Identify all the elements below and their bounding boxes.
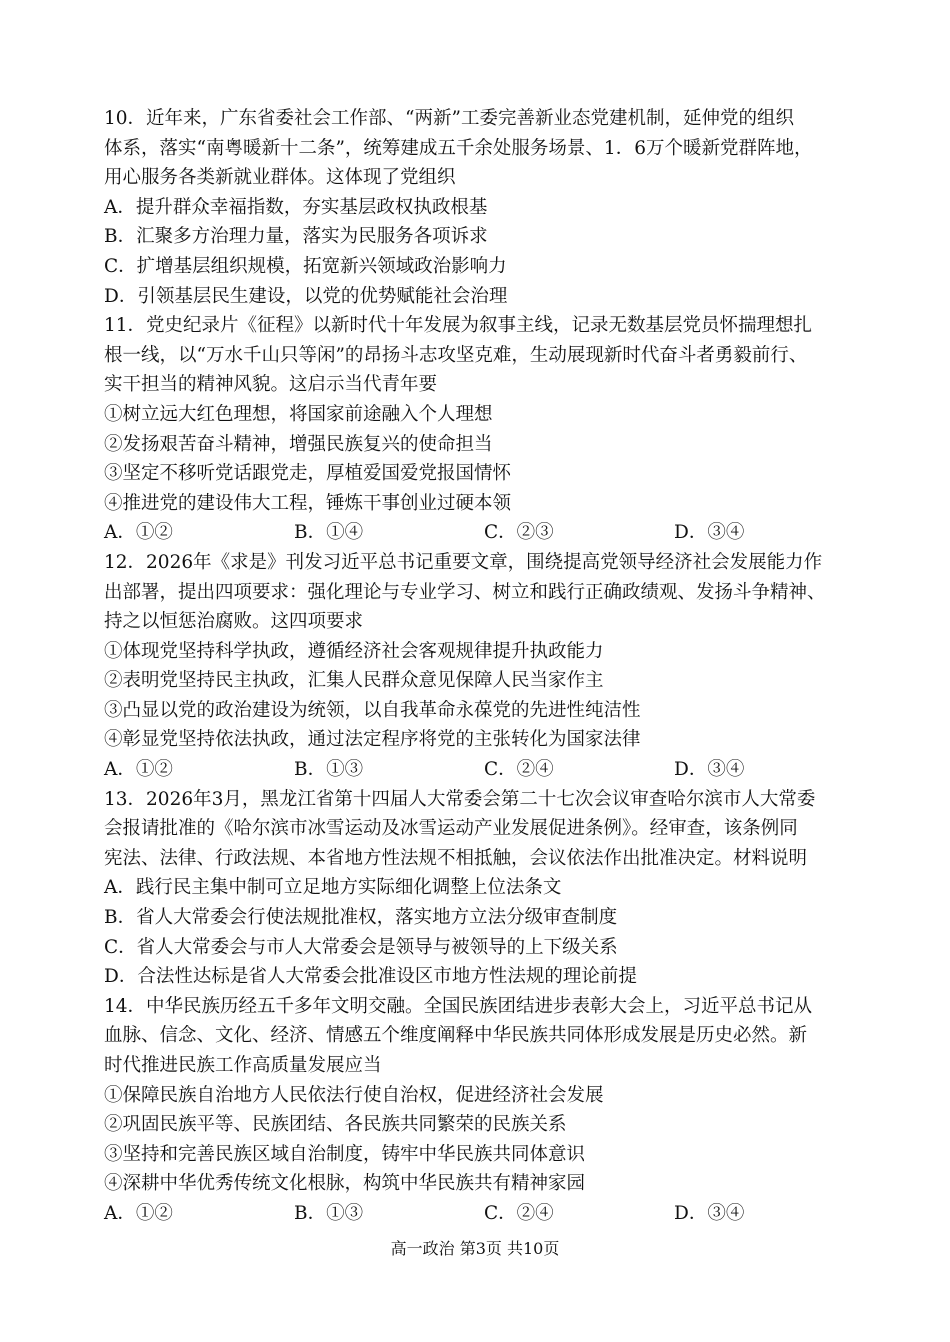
choice-c: C．②④ [484,1202,554,1224]
question-11 [104,311,864,548]
exam-page [104,104,864,1229]
statement-2: ②表明党坚持民主执政，汇集人民群众意见保障人民当家作主 [104,670,604,692]
choice-d: D．③④ [674,1202,745,1224]
question-stem: 10．近年来，广东省委社会工作部、“两新”工委完善新业态党建机制，延伸党的组织 [104,108,794,129]
option-c: C．扩增基层组织规模，拓宽新兴领域政治影响力 [104,255,507,277]
statement-3: ③坚持和完善民族区域自治制度，铸牢中华民族共同体意识 [104,1143,586,1165]
question-stem: 14．中华民族历经五千多年文明交融。全国民族团结进步表彰大会上，习近平总书记从 [104,995,813,1017]
choice-a: A．①② [104,1202,173,1224]
question-stem: 会报请批准的《哈尔滨市冰雪运动及冰雪运动产业发展促进条例》。经审查，该条例同 [104,818,798,840]
option-a: A．践行民主集中制可立足地方实际细化调整上位法条文 [104,877,562,899]
question-stem: 11．党史纪录片《征程》以新时代十年发展为叙事主线，记录无数基层党员怀揣理想扎 [104,315,813,337]
statement-1: ①保障民族自治地方人民依法行使自治权，促进经济社会发展 [104,1084,604,1106]
option-c: C．省人大常委会与市人大常委会是领导与被领导的上下级关系 [104,936,618,958]
question-stem: 时代推进民族工作高质量发展应当 [104,1055,382,1076]
statement-2: ②巩固民族平等、民族团结、各民族共同繁荣的民族关系 [104,1114,567,1136]
statement-3: ③坚定不移听党话跟党走，厚植爱国爱党报国情怀 [104,463,512,485]
statement-1: ①树立远大红色理想，将国家前途融入个人理想 [104,403,493,425]
question-stem: 出部署，提出四项要求：强化理论与专业学习、树立和践行正确政绩观、发扬斗争精神、 [104,581,826,603]
choice-c: C．②④ [484,759,554,781]
statement-3: ③凸显以党的政治建设为统领，以自我革命永葆党的先进性纯洁性 [104,699,641,721]
choice-a: A．①② [104,759,173,781]
choice-row [104,755,864,785]
option-a: A．提升群众幸福指数，夯实基层政权执政根基 [104,196,488,218]
question-stem: 血脉、信念、文化、经济、情感五个维度阐释中华民族共同体形成发展是历史必然。新 [104,1025,808,1047]
option-d: D．引领基层民生建设，以党的优势赋能社会治理 [104,285,508,307]
choice-b: B．①④ [294,522,364,544]
statement-2: ②发扬艰苦奋斗精神，增强民族复兴的使命担当 [104,433,493,455]
question-stem: 持之以恒惩治腐败。这四项要求 [104,611,364,633]
option-b: B．省人大常委会行使法规批准权，落实地方立法分级审查制度 [104,907,618,929]
option-d: D．合法性达标是省人大常委会批准设区市地方性法规的理论前提 [104,966,637,988]
page-footer: 高一政治 第3页 共10页 [390,1239,560,1258]
question-stem: 体系，落实“南粤暖新十二条”，统筹建成五千余处服务场景、1．6万个暖新党群阵地， [104,137,813,159]
choice-b: B．①③ [294,759,364,781]
question-stem: 用心服务各类新就业群体。这体现了党组织 [104,167,456,189]
statement-4: ④推进党的建设伟大工程，锤炼干事创业过硬本领 [104,492,512,514]
question-stem: 根一线，以“万水千山只等闲”的昂扬斗志攻坚克难，生动展现新时代奋斗者勇毅前行、 [104,344,808,366]
choice-d: D．③④ [674,759,745,781]
option-b: B．汇聚多方治理力量，落实为民服务各项诉求 [104,226,488,248]
statement-4: ④彰显党坚持依法执政，通过法定程序将党的主张转化为国家法律 [104,729,641,751]
question-stem: 13．2026年3月，黑龙江省第十四届人大常委会第二十七次会议审查哈尔滨市人大常委 [104,788,816,810]
choice-row [104,1199,864,1229]
statement-1: ①体现党坚持科学执政，遵循经济社会客观规律提升执政能力 [104,640,604,662]
choice-row [104,518,864,548]
statement-4: ④深耕中华优秀传统文化根脉，构筑中华民族共有精神家园 [104,1173,586,1195]
question-10 [104,104,864,311]
question-14 [104,992,864,1229]
question-stem: 宪法、法律、行政法规、本省地方性法规不相抵触，会议依法作出批准决定。材料说明 [104,847,808,869]
choice-c: C．②③ [484,522,554,544]
choice-a: A．①② [104,522,173,544]
question-12 [104,548,864,785]
choice-b: B．①③ [294,1202,364,1224]
choice-d: D．③④ [674,522,745,544]
question-13 [104,785,864,992]
question-stem: 12．2026年《求是》刊发习近平总书记重要文章，围绕提高党领导经济社会发展能力作 [104,551,823,573]
question-stem: 实干担当的精神风貌。这启示当代青年要 [104,374,438,396]
